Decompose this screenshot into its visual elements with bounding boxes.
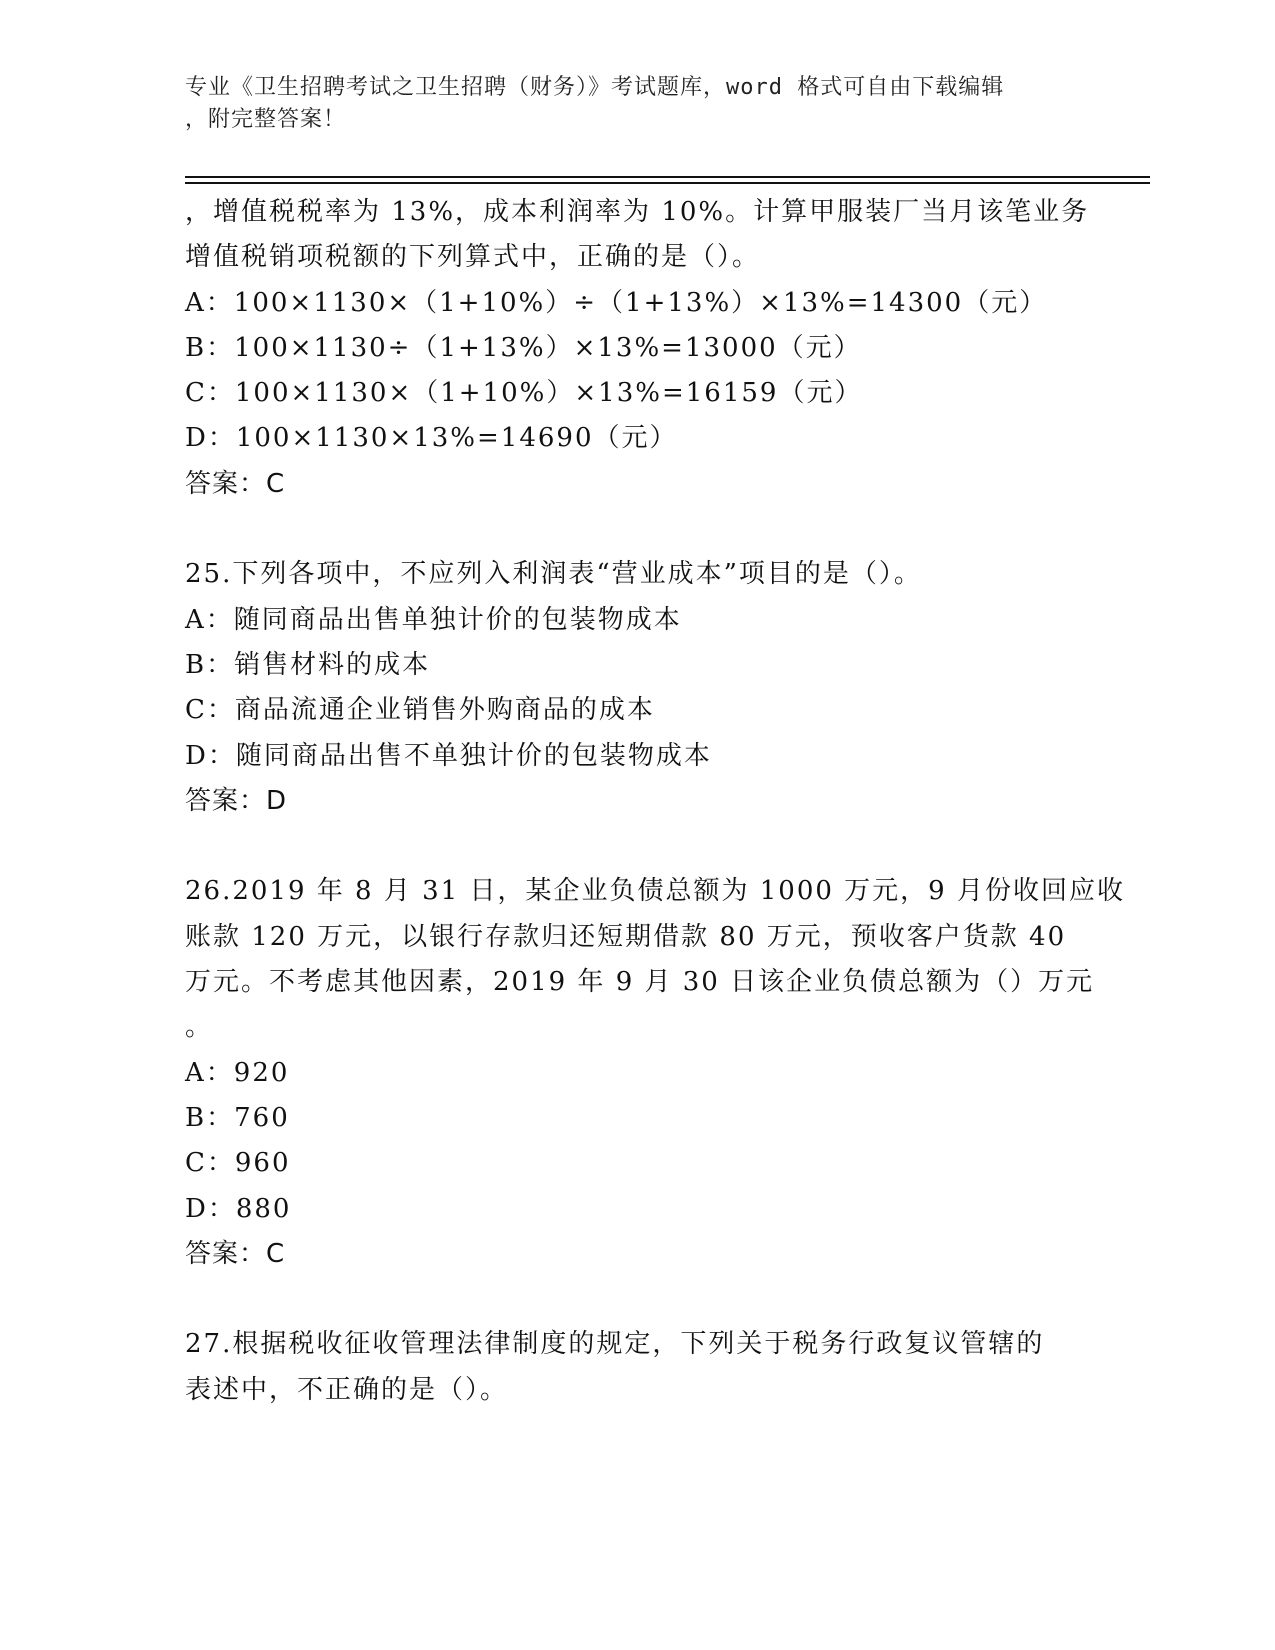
page-header: [185, 72, 1085, 136]
option-d: D：100×1130×13%=14690（元）: [185, 423, 678, 454]
header-rule-top: [185, 176, 1150, 178]
question-stem: 增值税销项税额的下列算式中，正确的是（）。: [185, 242, 761, 273]
option-d: D：随同商品出售不单独计价的包装物成本: [185, 740, 712, 771]
question-stem: 万元。不考虑其他因素，2019 年 9 月 30 日该企业负债总额为（）万元: [185, 967, 1095, 998]
option-b: B：100×1130÷（1+13%）×13%=13000（元）: [185, 332, 862, 363]
header-title-line-1: 专业《卫生招聘考试之卫生招聘（财务）》考试题库，word 格式可自由下载编辑: [185, 75, 1005, 100]
question-stem: 账款 120 万元，以银行存款归还短期借款 80 万元，预收客户货款 40: [185, 921, 1067, 952]
question-stem: 表述中，不正确的是（）。: [185, 1374, 509, 1405]
question-25: [185, 552, 1085, 824]
question-stem: ，增值税税率为 13%，成本利润率为 10%。计算甲服装厂当月该笔业务: [185, 197, 1090, 227]
question-24: [185, 190, 1090, 507]
header-title-line-2: ，附完整答案！: [185, 107, 347, 132]
option-d: D：880: [185, 1193, 292, 1224]
option-b: B：760: [185, 1102, 290, 1133]
question-stem: 26.2019 年 8 月 31 日，某企业负债总额为 1000 万元，9 月份收回应收: [185, 876, 1125, 907]
spacer: [185, 824, 1085, 869]
spacer: [185, 507, 1085, 552]
option-c: C：960: [185, 1148, 291, 1179]
option-a: A：随同商品出售单独计价的包装物成本: [185, 604, 682, 635]
question-stem: 25.下列各项中，不应列入利润表“营业成本”项目的是（）。: [185, 559, 922, 590]
option-c: C：100×1130×（1+10%）×13%=16159（元）: [185, 378, 863, 409]
question-27: [185, 1322, 1085, 1413]
question-stem: 。: [185, 1012, 214, 1043]
question-stem: 27.根据税收征收管理法律制度的规定，下列关于税务行政复议管辖的: [185, 1329, 1045, 1360]
question-list: [185, 190, 1125, 1413]
spacer: [185, 1277, 1085, 1322]
answer: 答案：D: [185, 785, 288, 816]
answer: 答案：C: [185, 468, 286, 499]
option-a: A：100×1130×（1+10%）÷（1+13%）×13%=14300（元）: [185, 287, 1048, 318]
answer: 答案：C: [185, 1238, 286, 1269]
header-rule-bottom: [185, 182, 1150, 184]
option-a: A：920: [185, 1057, 290, 1088]
option-c: C：商品流通企业销售外购商品的成本: [185, 695, 655, 726]
question-26: [185, 869, 1125, 1277]
option-b: B：销售材料的成本: [185, 649, 431, 680]
